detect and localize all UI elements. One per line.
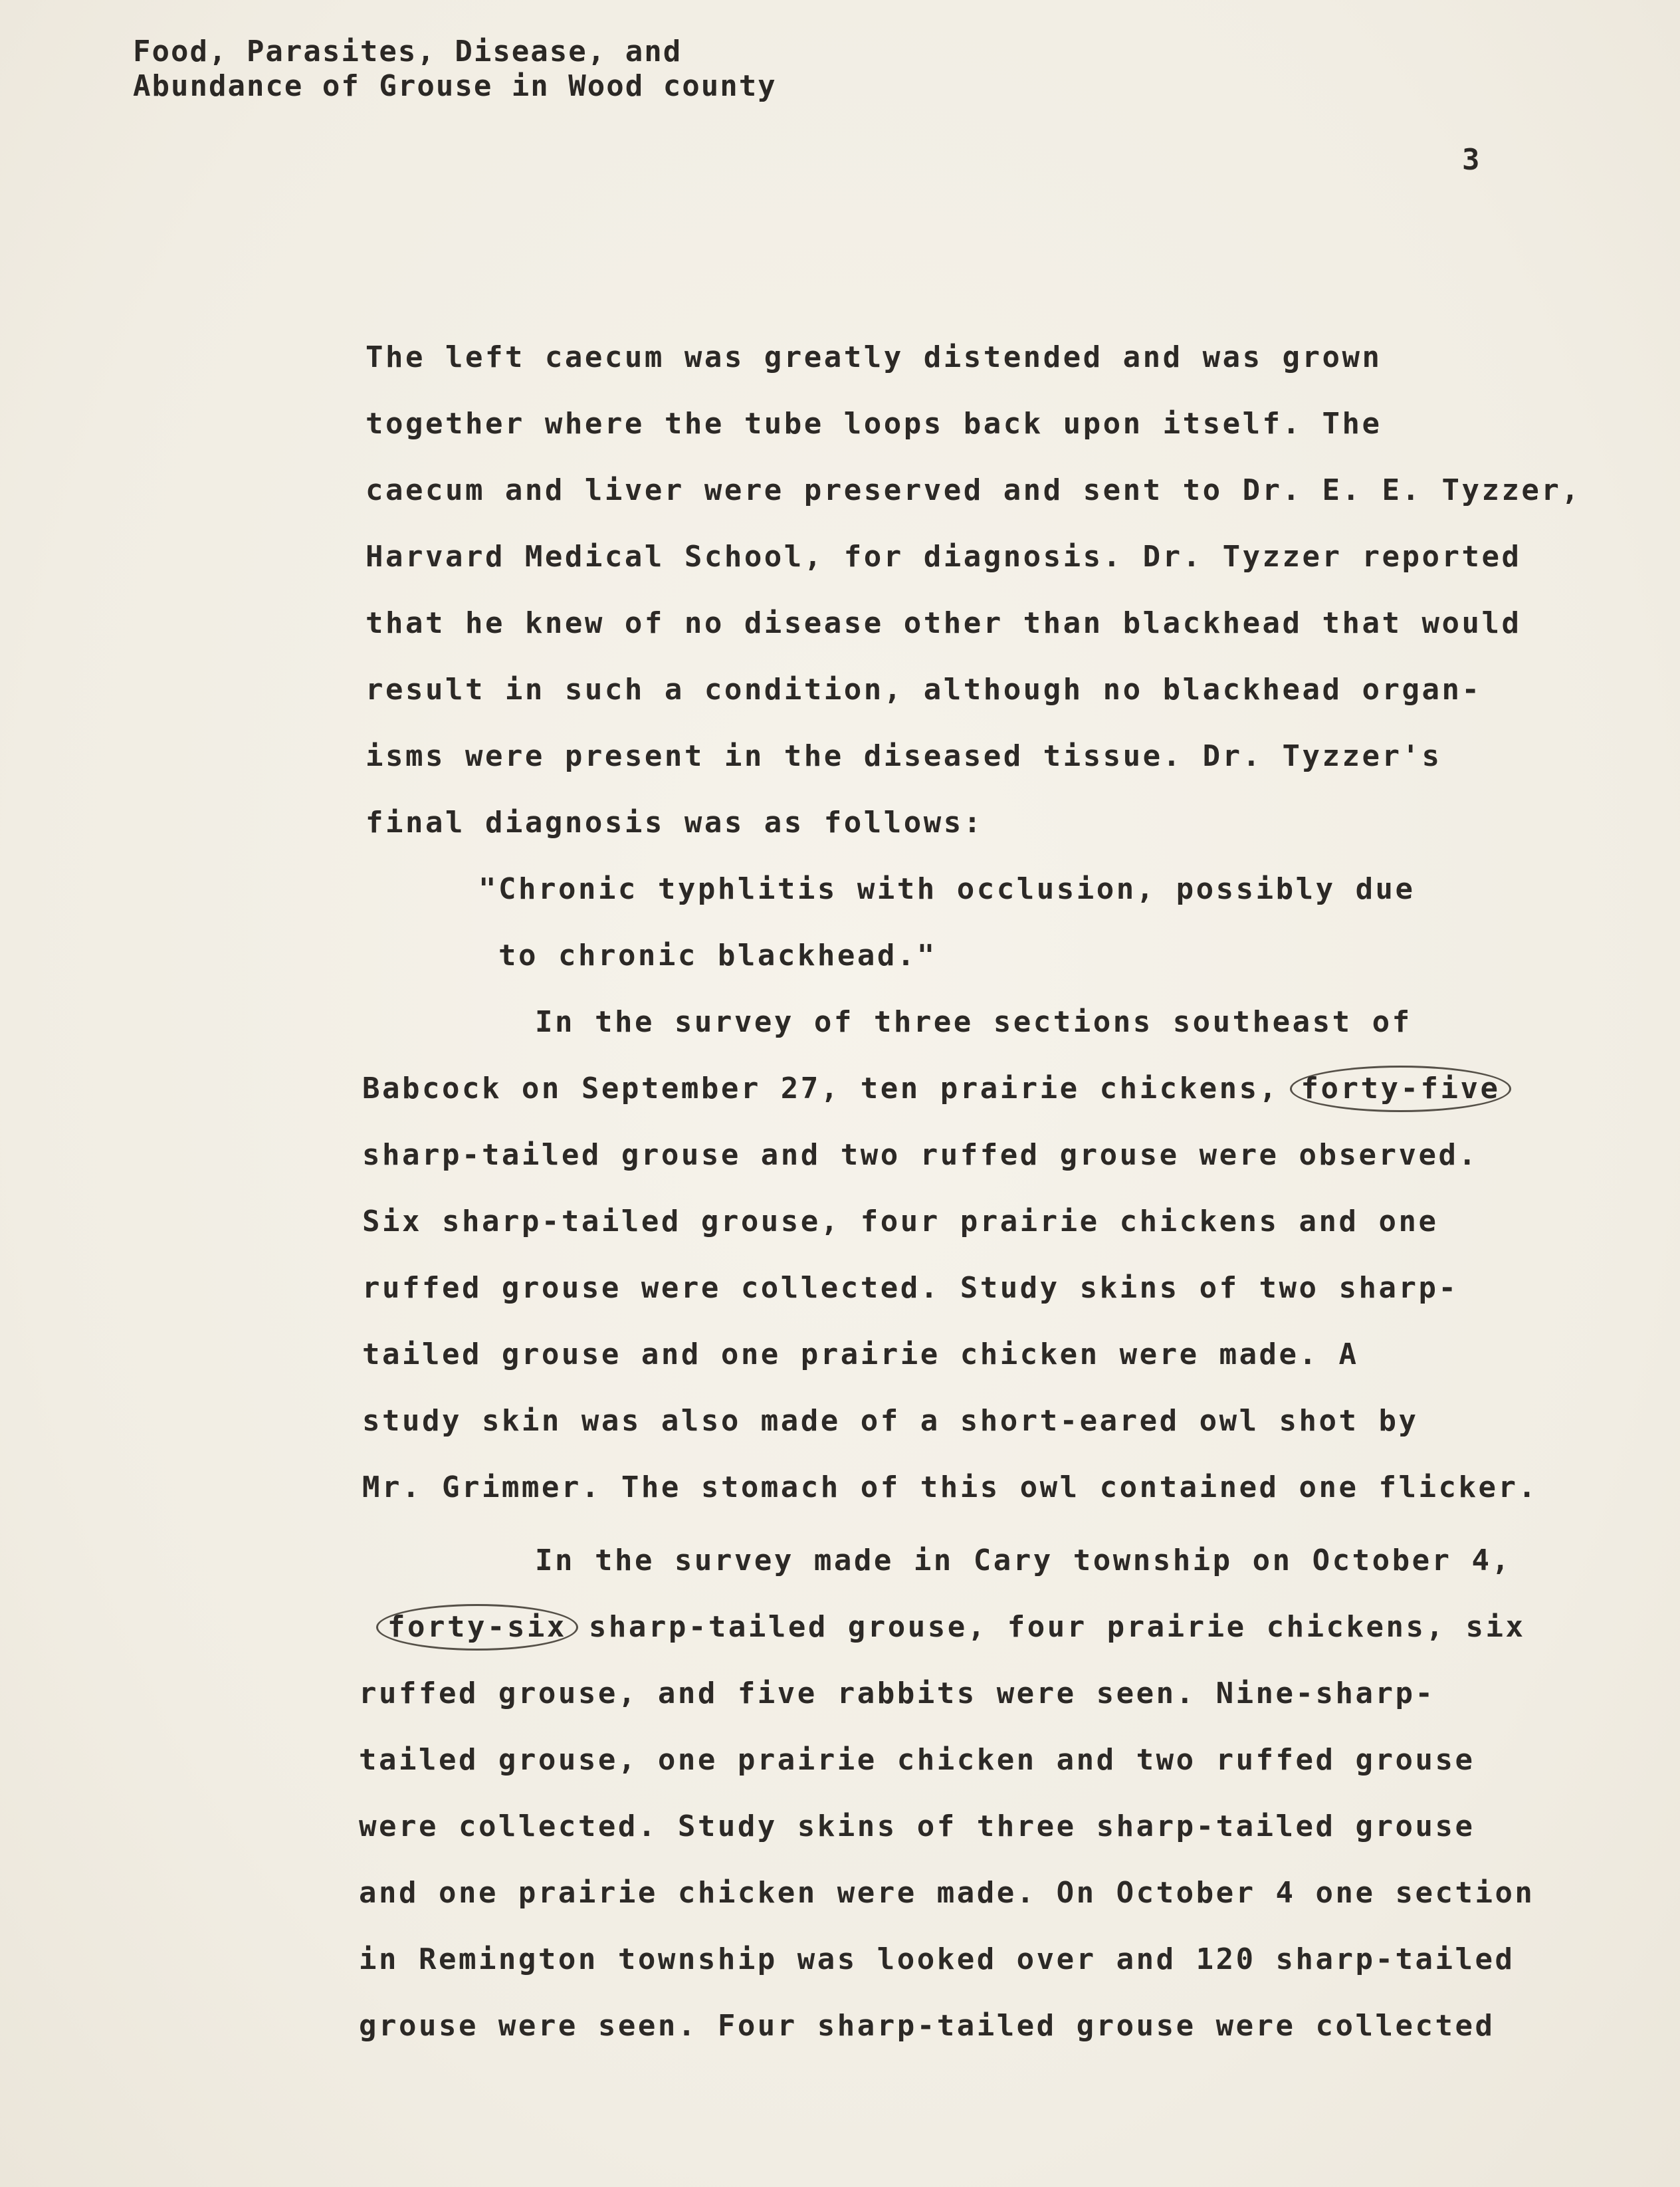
body-line: tailed grouse, one prairie chicken and two ruffed grouse xyxy=(359,1743,1475,1777)
body-line: caecum and liver were preserved and sent to Dr. E. E. Tyzzer, xyxy=(366,473,1582,507)
body-line: that he knew of no disease other than blackhead that would xyxy=(366,606,1522,640)
body-line: sharp-tailed grouse and two ruffed grouse were observed. xyxy=(362,1138,1479,1172)
body-line xyxy=(385,1607,1525,1647)
body-line: Mr. Grimmer. The stomach of this owl contained one flicker. xyxy=(362,1470,1538,1504)
body-line: in Remington township was looked over and 120 sharp-tailed xyxy=(359,1942,1515,1976)
body-line: study skin was also made of a short-eared owl shot by xyxy=(362,1404,1419,1438)
body-line: Harvard Medical School, for diagnosis. Dr. Tyzzer reported xyxy=(366,540,1522,574)
body-line: tailed grouse and one prairie chicken were made. A xyxy=(362,1337,1359,1371)
body-line: Six sharp-tailed grouse, four prairie chickens and one xyxy=(362,1205,1439,1238)
body-line: together where the tube loops back upon itself. The xyxy=(366,407,1382,441)
body-line: result in such a condition, although no blackhead organ- xyxy=(366,673,1482,707)
header-line-2: Abundance of Grouse in Wood county xyxy=(133,69,777,103)
body-line: ruffed grouse, and five rabbits were seen. Nine-sharp- xyxy=(359,1676,1435,1710)
body-line-text: Babcock on September 27, ten prairie chickens, xyxy=(362,1072,1299,1105)
body-line xyxy=(362,1069,1502,1109)
body-line: ruffed grouse were collected. Study skins of two sharp- xyxy=(362,1271,1459,1305)
body-line: The left caecum was greatly distended and was grown xyxy=(366,340,1382,374)
page-number: 3 xyxy=(1462,143,1480,177)
body-line-text: sharp-tailed grouse, four prairie chickens, six xyxy=(588,1610,1526,1644)
block-quote-line: "Chronic typhlitis with occlusion, possibly due xyxy=(478,872,1416,906)
body-line: isms were present in the diseased tissue. Dr. Tyzzer's xyxy=(366,739,1442,773)
body-line: final diagnosis was as follows: xyxy=(366,806,984,840)
body-line: and one prairie chicken were made. On October 4 one section xyxy=(359,1876,1535,1910)
header-line-1: Food, Parasites, Disease, and xyxy=(133,35,682,68)
paragraph-first-line: In the survey of three sections southeast of xyxy=(535,1005,1412,1039)
circled-annotation: forty-five xyxy=(1290,1066,1512,1112)
body-line: were collected. Study skins of three sharp-tailed grouse xyxy=(359,1809,1475,1843)
circled-annotation: forty-six xyxy=(376,1604,578,1651)
running-header xyxy=(133,35,777,104)
block-quote-line: to chronic blackhead." xyxy=(498,939,937,973)
paragraph-first-line: In the survey made in Cary township on October 4, xyxy=(535,1544,1512,1577)
body-line: grouse were seen. Four sharp-tailed grouse were collected xyxy=(359,2009,1495,2043)
